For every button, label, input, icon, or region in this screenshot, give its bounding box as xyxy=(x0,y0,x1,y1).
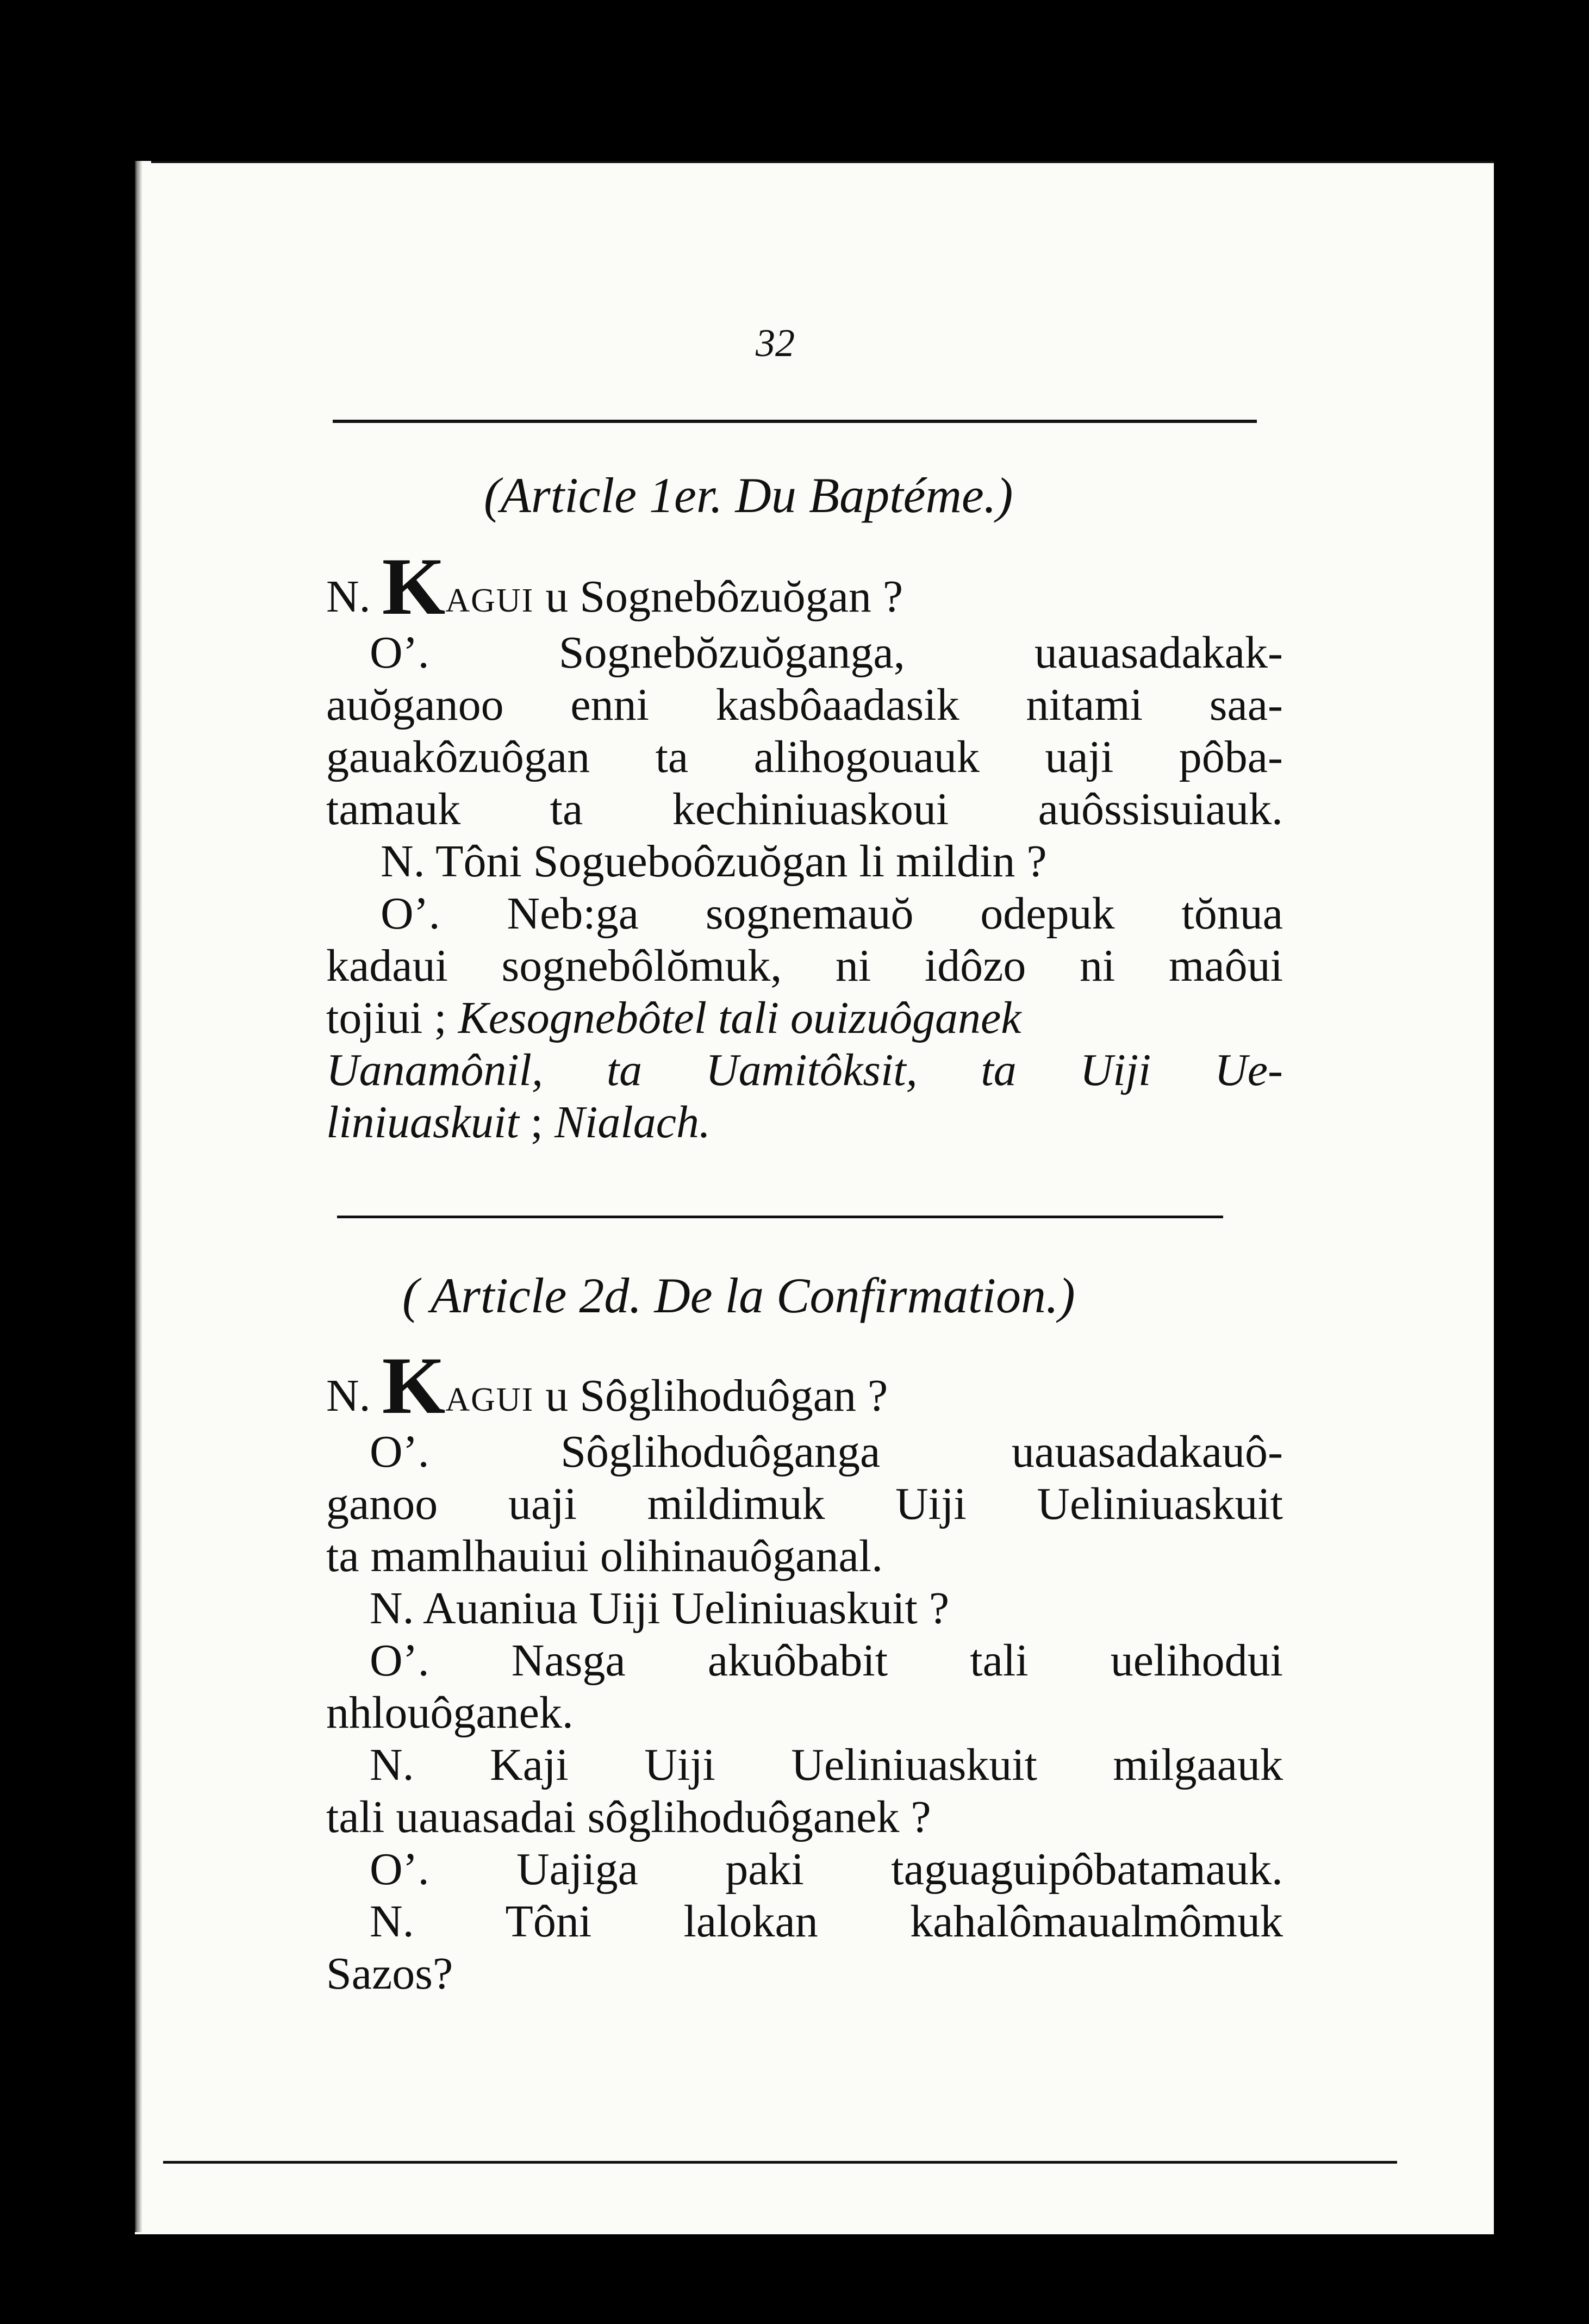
page-number: 32 xyxy=(756,321,795,365)
speaker-label: N. xyxy=(370,1896,414,1947)
answer-line xyxy=(326,1426,1283,1478)
question-line xyxy=(326,1896,1283,1948)
question-line xyxy=(326,1341,1283,1431)
answer-line xyxy=(326,1635,1283,1687)
answer-line xyxy=(326,1096,1283,1149)
italic-text: liniuaskuit xyxy=(326,1097,519,1148)
answer-line xyxy=(326,992,1283,1044)
speaker-label: O’. xyxy=(370,627,429,678)
question-line: Sazos? xyxy=(326,1948,453,1999)
page-bottom-edge xyxy=(163,2161,1397,2164)
question-line xyxy=(326,836,1283,888)
answer-line: tamauk ta kechiniuaskoui auôssisuiauk. xyxy=(326,784,1283,834)
section-heading-confirmation: ( Article 2d. De la Confirmation.) xyxy=(402,1268,1075,1323)
line-text: tojiui ; xyxy=(326,993,447,1043)
answer-line xyxy=(326,1843,1283,1896)
line-text: Neb:ga sognemauŏ odepuk tŏnua xyxy=(507,888,1283,939)
question-line xyxy=(326,1582,1283,1635)
line-text: Tôni lalokan kahalômaualmômuk xyxy=(505,1896,1283,1947)
answer-line: ganoo uaji mildimuk Uiji Ueliniuaskuit xyxy=(326,1479,1283,1529)
page-edge xyxy=(135,161,151,2232)
answer-line: kadaui sognebôlŏmuk, ni idôzo ni maôui xyxy=(326,940,1283,991)
drop-initial: K xyxy=(382,541,446,632)
question-line: tali uauasadai sôglihoduôganek ? xyxy=(326,1792,931,1842)
speaker-label: N. xyxy=(326,571,371,622)
italic-text: Nialach. xyxy=(554,1097,711,1148)
speaker-label: N. xyxy=(381,836,425,887)
speaker-label: O’. xyxy=(370,1635,429,1686)
section-body-confirmation xyxy=(326,1341,1283,2000)
line-text: Auaniua Uiji Ueliniuaskuit ? xyxy=(423,1583,950,1634)
answer-line: ta mamlhauiui olihinauôganal. xyxy=(326,1531,883,1581)
small-caps-word: AGUI xyxy=(445,1381,534,1418)
answer-line: auŏganoo enni kasbôaadasik nitami saa- xyxy=(326,680,1283,730)
speaker-label: O’. xyxy=(381,888,440,939)
line-text: Uajiga paki taguaguipôbatamauk. xyxy=(516,1844,1283,1895)
small-caps-word: AGUI xyxy=(445,582,534,619)
speaker-label: N. xyxy=(326,1370,371,1421)
speaker-label: O’. xyxy=(370,1426,429,1477)
line-text: Tôni Sogueboôzuŏgan li mildin ? xyxy=(435,836,1047,887)
drop-initial: K xyxy=(382,1341,446,1431)
answer-line: gauakôzuôgan ta alihogouauk uaji pôba- xyxy=(326,732,1283,782)
line-text: Sognebŏzuŏganga, uauasadakak- xyxy=(558,627,1283,678)
line-text: ; xyxy=(519,1097,555,1148)
question-line xyxy=(326,541,1283,632)
line-text: Kaji Uiji Ueliniuaskuit milgaauk xyxy=(490,1740,1283,1790)
line-text: Nasga akuôbabit tali uelihodui xyxy=(511,1635,1283,1686)
answer-line: Uanamônil, ta Uamitôksit, ta Uiji Ue- xyxy=(326,1045,1283,1095)
line-text: Sôglihoduôganga uauasadakauô- xyxy=(560,1426,1283,1477)
answer-line xyxy=(326,627,1283,679)
header-rule xyxy=(333,420,1257,423)
line-text: u Sognebôzuŏgan ? xyxy=(534,571,903,622)
section-divider xyxy=(337,1216,1223,1218)
answer-line: nhlouôganek. xyxy=(326,1687,574,1738)
speaker-label: N. xyxy=(370,1583,414,1634)
speaker-label: N. xyxy=(370,1740,414,1790)
speaker-label: O’. xyxy=(370,1844,429,1895)
answer-line xyxy=(326,888,1283,940)
italic-text: Kesognebôtel tali ouizuôganek xyxy=(458,993,1021,1043)
section-body-baptism xyxy=(326,541,1283,1149)
line-text: u Sôglihoduôgan ? xyxy=(534,1370,888,1421)
question-line xyxy=(326,1739,1283,1791)
section-heading-baptism: (Article 1er. Du Baptéme.) xyxy=(484,468,1013,523)
